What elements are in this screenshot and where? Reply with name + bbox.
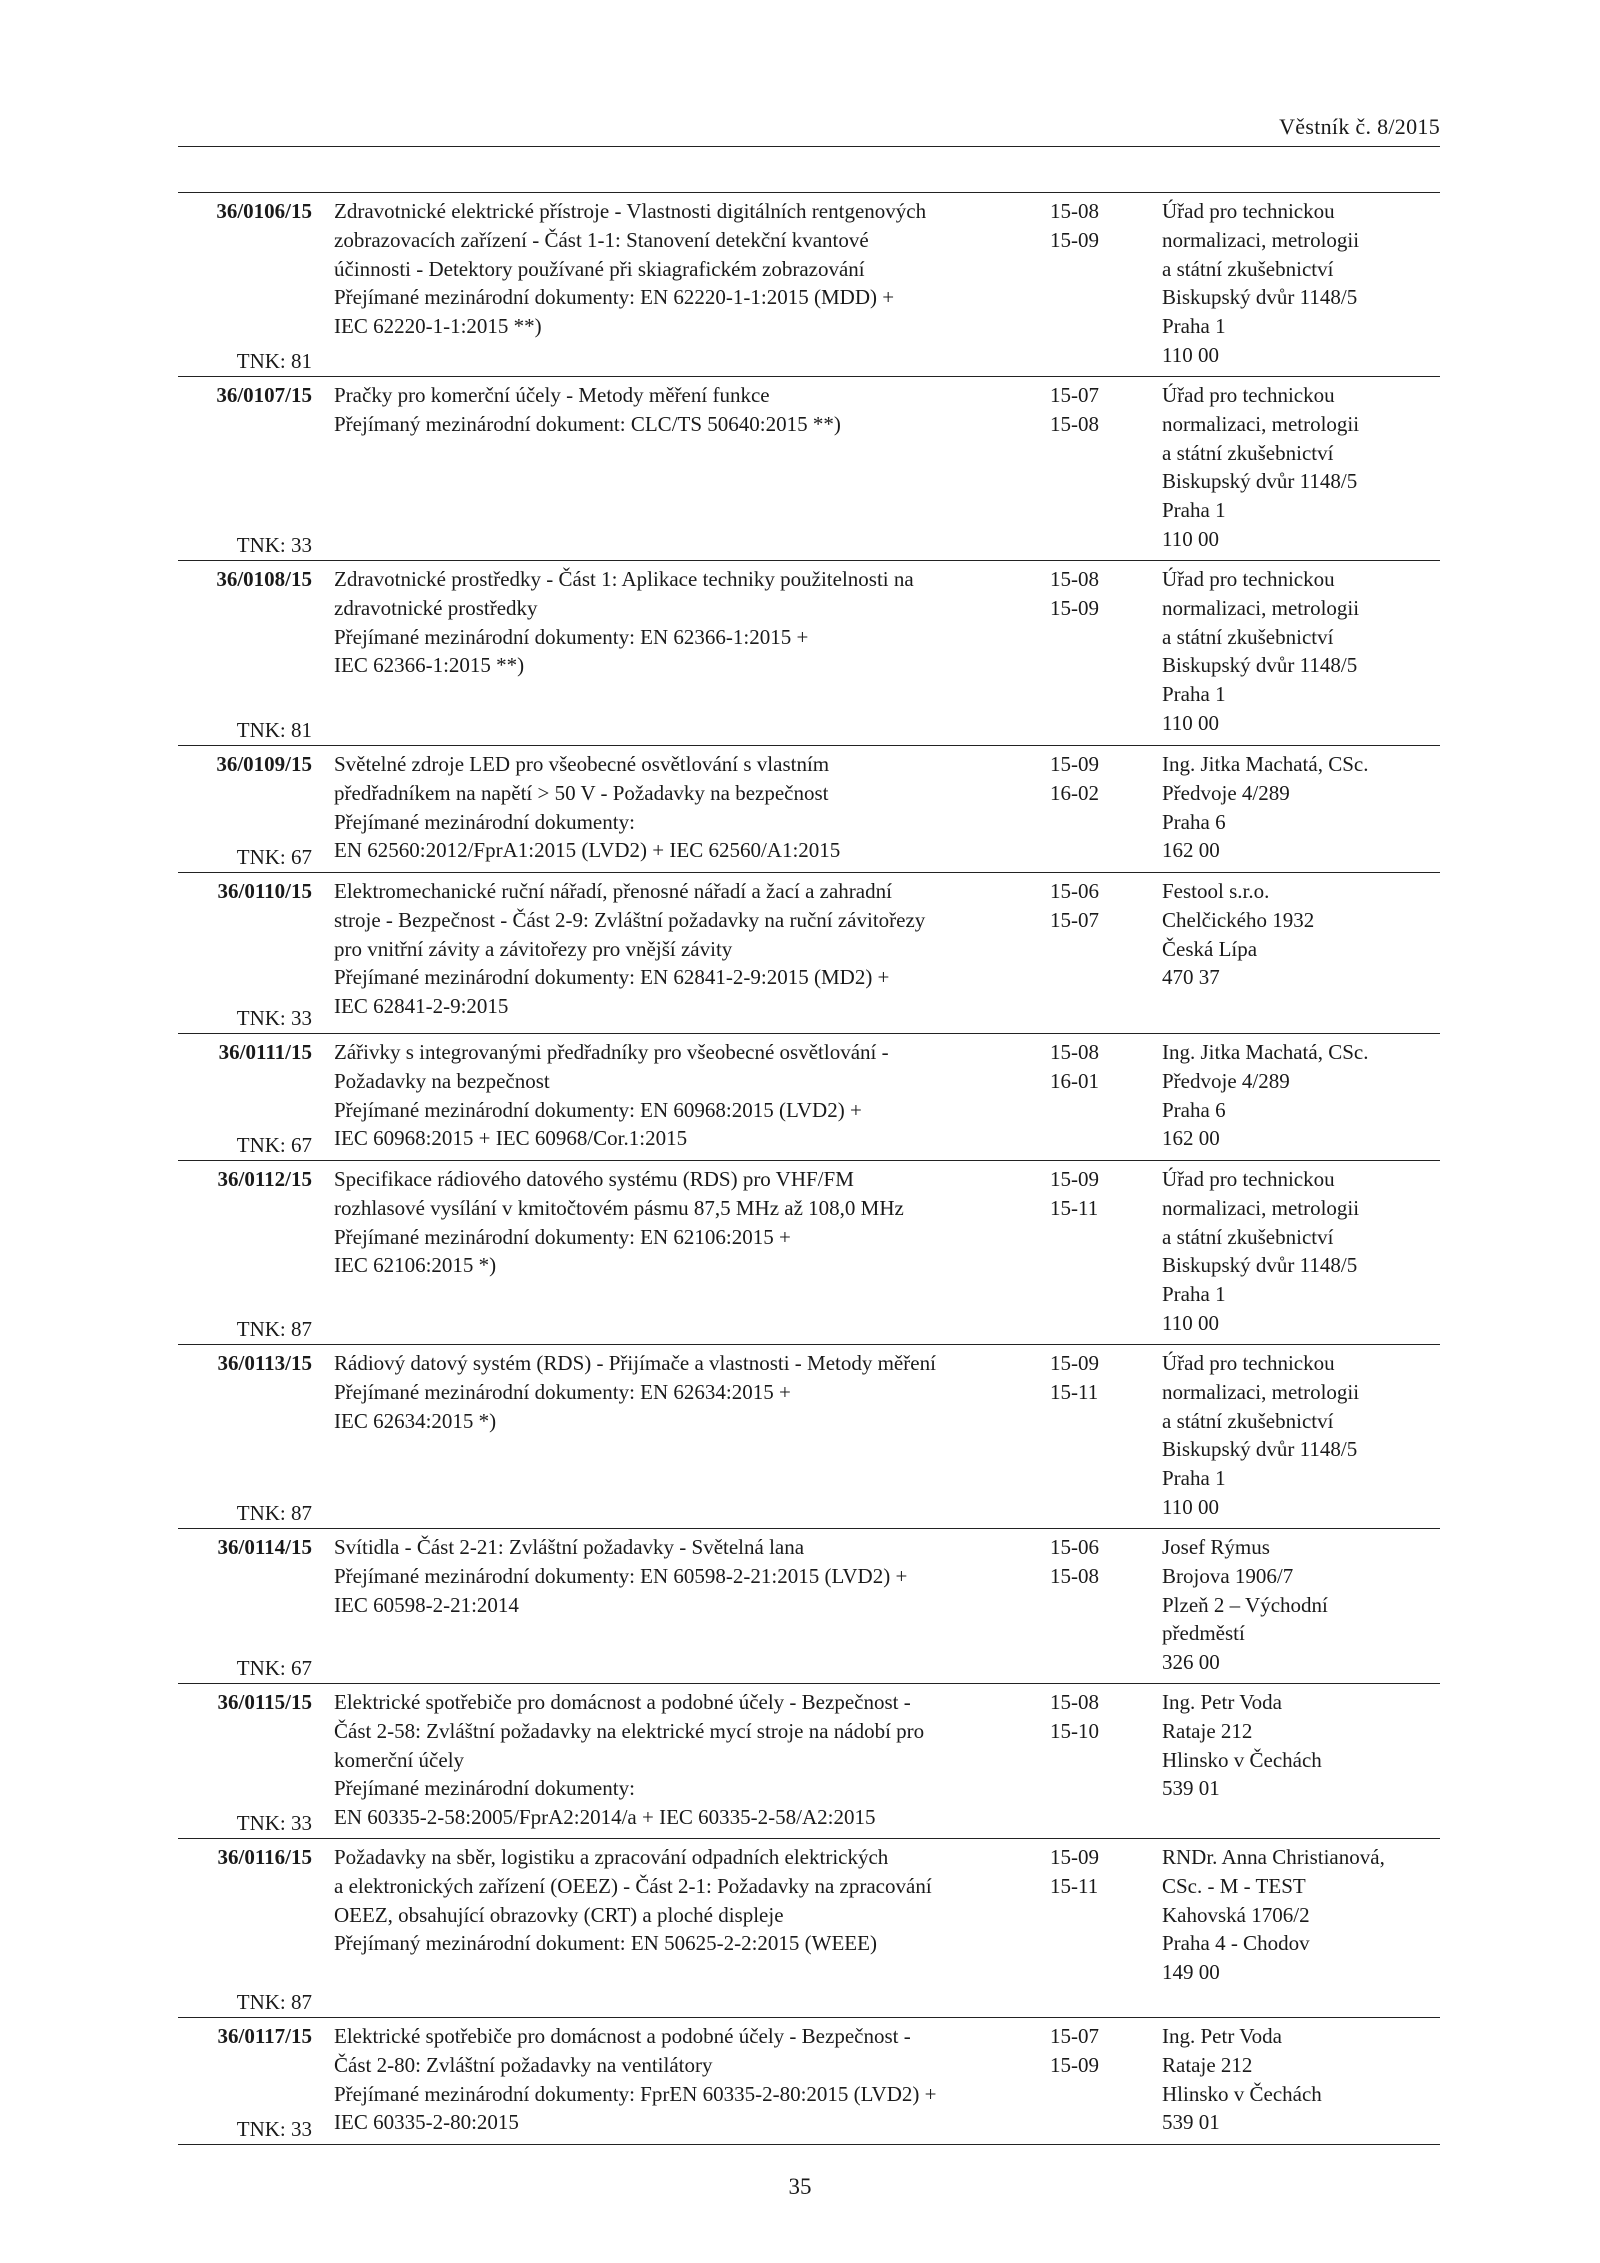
entry-id-cell [178, 1688, 312, 1838]
entry-row [178, 193, 1440, 377]
entry-number: 36/0115/15 [217, 1690, 312, 1714]
address-line: Hlinsko v Čechách [1162, 1747, 1322, 1772]
address-line: a státní zkušebnictví [1162, 1224, 1334, 1249]
title-line: rozhlasové vysílání v kmitočtovém pásmu 87,5 MHz až 108,0 MHz [334, 1195, 904, 1220]
title-line: Přejímané mezinárodní dokumenty: EN 60968:2015 (LVD2) + [334, 1097, 862, 1122]
title-line: Světelné zdroje LED pro všeobecné osvětlování s vlastním [334, 752, 830, 776]
address-line: Úřad pro technickou [1162, 1351, 1335, 1375]
entry-title [334, 565, 1034, 680]
entry-tnk: TNK: 33 [236, 533, 312, 558]
date-line: 15-11 [1050, 1195, 1099, 1220]
bulletin-title: Věstník č. 8/2015 [1279, 114, 1440, 139]
entry-tnk: TNK: 67 [236, 845, 312, 870]
entry-dates [1050, 2022, 1140, 2080]
entry-tnk: TNK: 33 [236, 2117, 312, 2142]
entry-tnk: TNK: 81 [236, 349, 312, 374]
title-line: Přejímané mezinárodní dokumenty: EN 62220-1-1:2015 (MDD) + [334, 285, 895, 310]
address-line: 162 00 [1162, 838, 1220, 863]
entry-row [178, 1684, 1440, 1839]
address-line: Festool s.r.o. [1162, 879, 1270, 903]
entry-row [178, 1161, 1440, 1345]
date-line: 15-07 [1050, 383, 1099, 407]
title-line: EN 62560:2012/FprA1:2015 (LVD2) + IEC 62560/A1:2015 [334, 838, 841, 863]
address-line: Brojova 1906/7 [1162, 1563, 1294, 1588]
title-line: Přejímané mezinárodní dokumenty: EN 62366-1:2015 + [334, 624, 809, 649]
title-line: Zářivky s integrovanými předřadníky pro všeobecné osvětlování - [334, 1040, 889, 1064]
address-line: 110 00 [1162, 1494, 1219, 1519]
entry-address [1162, 1165, 1440, 1338]
address-line: Praha 6 [1162, 1097, 1226, 1122]
entry-number: 36/0111/15 [218, 1040, 312, 1064]
entry-tnk: TNK: 67 [236, 1133, 312, 1158]
title-line: účinnosti - Detektory používané při skiagrafickém zobrazování [334, 256, 865, 281]
entry-dates [1050, 1688, 1140, 1746]
entry-id-cell [178, 877, 312, 1033]
entry-dates [1050, 1038, 1140, 1096]
title-line: IEC 62220-1-1:2015 **) [334, 314, 542, 339]
title-line: Přejímané mezinárodní dokumenty: EN 62106:2015 + [334, 1224, 791, 1249]
title-line: Svítidla - Část 2-21: Zvláštní požadavky - Světelná lana [334, 1535, 805, 1559]
address-line: 539 01 [1162, 2110, 1220, 2135]
entry-tnk: TNK: 87 [236, 1990, 312, 2015]
address-line: 539 01 [1162, 1776, 1220, 1801]
address-line: a státní zkušebnictví [1162, 256, 1334, 281]
address-line: Ing. Petr Voda [1162, 2024, 1282, 2048]
entry-id-cell [178, 197, 312, 376]
entry-number: 36/0113/15 [217, 1351, 312, 1375]
date-line: 15-09 [1050, 2052, 1099, 2077]
entry-number: 36/0112/15 [217, 1167, 312, 1191]
address-line: normalizaci, metrologii [1162, 1379, 1360, 1404]
address-line: Praha 1 [1162, 314, 1226, 339]
title-line: Přejímané mezinárodní dokumenty: EN 62634:2015 + [334, 1379, 791, 1404]
address-line: Chelčického 1932 [1162, 907, 1315, 932]
address-line: RNDr. Anna Christianová, [1162, 1845, 1385, 1869]
entry-title [334, 1165, 1034, 1280]
entry-number: 36/0106/15 [216, 199, 312, 223]
title-line: IEC 60968:2015 + IEC 60968/Cor.1:2015 [334, 1126, 688, 1151]
entry-address [1162, 1533, 1440, 1677]
address-line: 110 00 [1162, 1310, 1219, 1335]
entry-number: 36/0117/15 [217, 2024, 312, 2048]
date-line: 15-08 [1050, 199, 1099, 223]
title-line: pro vnitřní závity a závitořezy pro vnější závity [334, 936, 733, 961]
title-line: Zdravotnické prostředky - Část 1: Aplikace techniky použitelnosti na [334, 567, 914, 591]
date-line: 15-09 [1050, 1167, 1099, 1191]
address-line: 110 00 [1162, 342, 1219, 367]
entry-address [1162, 197, 1440, 370]
entry-id-cell [178, 381, 312, 560]
title-line: Přejímané mezinárodní dokumenty: FprEN 60335-2-80:2015 (LVD2) + [334, 2081, 937, 2106]
entry-number: 36/0107/15 [216, 383, 312, 407]
entry-dates [1050, 565, 1140, 623]
entry-address [1162, 1038, 1440, 1153]
entry-row [178, 1839, 1440, 2018]
entry-address [1162, 2022, 1440, 2137]
title-line: Elektrické spotřebiče pro domácnost a podobné účely - Bezpečnost - [334, 2024, 911, 2048]
address-line: Rataje 212 [1162, 2052, 1253, 2077]
address-line: a státní zkušebnictví [1162, 624, 1334, 649]
title-line: Přejímaný mezinárodní dokument: EN 50625-2-2:2015 (WEEE) [334, 1931, 877, 1956]
title-line: EN 60335-2-58:2005/FprA2:2014/a + IEC 60335-2-58/A2:2015 [334, 1805, 876, 1830]
title-line: Přejímané mezinárodní dokumenty: EN 60598-2-21:2015 (LVD2) + [334, 1563, 908, 1588]
entry-title [334, 1038, 1034, 1153]
date-line: 15-11 [1050, 1873, 1099, 1898]
entry-row [178, 1529, 1440, 1684]
title-line: Přejímané mezinárodní dokumenty: [334, 1776, 635, 1801]
entry-address [1162, 1349, 1440, 1522]
entry-row [178, 2018, 1440, 2145]
entry-dates [1050, 1843, 1140, 1901]
entry-number: 36/0109/15 [216, 752, 312, 776]
date-line: 15-08 [1050, 1040, 1099, 1064]
address-line: Josef Rýmus [1162, 1535, 1270, 1559]
address-line: Praha 1 [1162, 498, 1226, 523]
entry-row [178, 561, 1440, 746]
date-line: 15-08 [1050, 411, 1099, 436]
address-line: normalizaci, metrologii [1162, 595, 1360, 620]
entry-title [334, 197, 1034, 341]
address-line: Předvoje 4/289 [1162, 780, 1290, 805]
title-line: IEC 62841-2-9:2015 [334, 994, 509, 1019]
address-line: Biskupský dvůr 1148/5 [1162, 653, 1358, 678]
entry-id-cell [178, 1349, 312, 1528]
address-line: 162 00 [1162, 1126, 1220, 1151]
address-line: 110 00 [1162, 710, 1219, 735]
address-line: Rataje 212 [1162, 1718, 1253, 1743]
entry-address [1162, 877, 1440, 992]
address-line: Předvoje 4/289 [1162, 1068, 1290, 1093]
entry-title [334, 1533, 1034, 1619]
date-line: 15-10 [1050, 1718, 1099, 1743]
address-line: 149 00 [1162, 1960, 1220, 1985]
date-line: 15-09 [1050, 752, 1099, 776]
address-line: Biskupský dvůr 1148/5 [1162, 469, 1358, 494]
date-line: 16-01 [1050, 1068, 1099, 1093]
entry-number: 36/0114/15 [217, 1535, 312, 1559]
entry-row [178, 873, 1440, 1034]
entry-dates [1050, 1533, 1140, 1591]
address-line: Plzeň 2 – Východní [1162, 1592, 1328, 1617]
entry-number: 36/0108/15 [216, 567, 312, 591]
address-line: Praha 1 [1162, 1466, 1226, 1491]
date-line: 15-07 [1050, 907, 1099, 932]
title-line: OEEZ, obsahující obrazovky (CRT) a ploché displeje [334, 1902, 784, 1927]
address-line: Praha 4 - Chodov [1162, 1931, 1310, 1956]
address-line: Praha 1 [1162, 1282, 1226, 1307]
entry-row [178, 377, 1440, 561]
entry-tnk: TNK: 67 [236, 1656, 312, 1681]
entry-dates [1050, 381, 1140, 439]
entry-number: 36/0110/15 [217, 879, 312, 903]
entry-row [178, 1345, 1440, 1529]
entry-row [178, 746, 1440, 873]
title-line: Přejímaný mezinárodní dokument: CLC/TS 50640:2015 **) [334, 411, 841, 436]
title-line: Elektromechanické ruční nářadí, přenosné nářadí a žací a zahradní [334, 879, 892, 903]
title-line: IEC 60598-2-21:2014 [334, 1592, 519, 1617]
entry-title [334, 1349, 1034, 1435]
address-line: Biskupský dvůr 1148/5 [1162, 1437, 1358, 1462]
title-line: Pračky pro komerční účely - Metody měření funkce [334, 383, 770, 407]
title-line: stroje - Bezpečnost - Část 2-9: Zvláštní požadavky na ruční závitořezy [334, 907, 926, 932]
entry-id-cell [178, 2022, 312, 2144]
title-line: komerční účely [334, 1747, 465, 1772]
entry-address [1162, 381, 1440, 554]
title-line: Přejímané mezinárodní dokumenty: EN 62841-2-9:2015 (MD2) + [334, 965, 890, 990]
entry-tnk: TNK: 33 [236, 1811, 312, 1836]
title-line: Rádiový datový systém (RDS) - Přijímače a vlastnosti - Metody měření [334, 1351, 936, 1375]
address-line: 326 00 [1162, 1650, 1220, 1675]
address-line: normalizaci, metrologii [1162, 227, 1360, 252]
date-line: 15-09 [1050, 1845, 1099, 1869]
entry-address [1162, 1688, 1440, 1803]
date-line: 15-06 [1050, 879, 1099, 903]
address-line: Ing. Petr Voda [1162, 1690, 1282, 1714]
address-line: Biskupský dvůr 1148/5 [1162, 285, 1358, 310]
title-line: Specifikace rádiového datového systému (RDS) pro VHF/FM [334, 1167, 854, 1191]
entry-number: 36/0116/15 [217, 1845, 312, 1869]
address-line: Úřad pro technickou [1162, 199, 1335, 223]
entry-dates [1050, 1165, 1140, 1223]
address-line: normalizaci, metrologii [1162, 411, 1360, 436]
address-line: a státní zkušebnictví [1162, 440, 1334, 465]
address-line: Česká Lípa [1162, 936, 1258, 961]
date-line: 15-06 [1050, 1535, 1099, 1559]
title-line: Přejímané mezinárodní dokumenty: [334, 809, 635, 834]
entry-row [178, 1034, 1440, 1161]
entry-id-cell [178, 750, 312, 872]
entry-dates [1050, 877, 1140, 935]
title-line: IEC 62366-1:2015 **) [334, 653, 525, 678]
entry-address [1162, 1843, 1440, 1987]
entry-id-cell [178, 1038, 312, 1160]
entry-title [334, 2022, 1034, 2137]
title-line: IEC 62106:2015 *) [334, 1253, 497, 1278]
address-line: a státní zkušebnictví [1162, 1408, 1334, 1433]
entry-dates [1050, 750, 1140, 808]
entry-tnk: TNK: 81 [236, 718, 312, 743]
standards-table [178, 192, 1440, 2145]
date-line: 15-09 [1050, 1351, 1099, 1375]
entry-dates [1050, 1349, 1140, 1407]
address-line: Úřad pro technickou [1162, 1167, 1335, 1191]
title-line: a elektronických zařízení (OEEZ) - Část 2-1: Požadavky na zpracování [334, 1873, 932, 1898]
address-line: předměstí [1162, 1621, 1245, 1646]
title-line: Požadavky na bezpečnost [334, 1068, 550, 1093]
title-line: IEC 60335-2-80:2015 [334, 2110, 519, 2135]
title-line: Požadavky na sběr, logistiku a zpracování odpadních elektrických [334, 1845, 889, 1869]
date-line: 15-08 [1050, 567, 1099, 591]
entry-title [334, 877, 1034, 1021]
address-line: Praha 1 [1162, 682, 1226, 707]
page-number: 35 [788, 2174, 812, 2199]
title-line: Část 2-80: Zvláštní požadavky na ventilátory [334, 2052, 713, 2077]
title-line: zobrazovacích zařízení - Část 1-1: Stanovení detekční kvantové [334, 227, 869, 252]
address-line: Praha 6 [1162, 809, 1226, 834]
address-line: Kahovská 1706/2 [1162, 1902, 1310, 1927]
entry-dates [1050, 197, 1140, 255]
address-line: CSc. - M - TEST [1162, 1873, 1306, 1898]
date-line: 16-02 [1050, 780, 1099, 805]
entry-title [334, 750, 1034, 865]
address-line: normalizaci, metrologii [1162, 1195, 1360, 1220]
title-line: Elektrické spotřebiče pro domácnost a podobné účely - Bezpečnost - [334, 1690, 911, 1714]
entry-id-cell [178, 1533, 312, 1683]
address-line: 110 00 [1162, 526, 1219, 551]
address-line: 470 37 [1162, 965, 1220, 990]
entry-tnk: TNK: 87 [236, 1317, 312, 1342]
date-line: 15-07 [1050, 2024, 1099, 2048]
entry-title [334, 381, 1034, 439]
date-line: 15-08 [1050, 1563, 1099, 1588]
entry-title [334, 1688, 1034, 1832]
entry-tnk: TNK: 87 [236, 1501, 312, 1526]
entry-tnk: TNK: 33 [236, 1006, 312, 1031]
entry-id-cell [178, 1843, 312, 2017]
title-line: Zdravotnické elektrické přístroje - Vlastnosti digitálních rentgenových [334, 199, 927, 223]
date-line: 15-09 [1050, 227, 1099, 252]
title-line: IEC 62634:2015 *) [334, 1408, 497, 1433]
address-line: Biskupský dvůr 1148/5 [1162, 1253, 1358, 1278]
title-line: Část 2-58: Zvláštní požadavky na elektrické mycí stroje na nádobí pro [334, 1718, 925, 1743]
address-line: Hlinsko v Čechách [1162, 2081, 1322, 2106]
address-line: Úřad pro technickou [1162, 383, 1335, 407]
title-line: předřadníkem na napětí > 50 V - Požadavky na bezpečnost [334, 780, 829, 805]
address-line: Ing. Jitka Machatá, CSc. [1162, 1040, 1369, 1064]
date-line: 15-08 [1050, 1690, 1099, 1714]
address-line: Úřad pro technickou [1162, 567, 1335, 591]
entry-title [334, 1843, 1034, 1958]
entry-address [1162, 750, 1440, 865]
date-line: 15-09 [1050, 595, 1099, 620]
title-line: zdravotnické prostředky [334, 595, 538, 620]
entry-id-cell [178, 1165, 312, 1344]
entry-address [1162, 565, 1440, 738]
entry-id-cell [178, 565, 312, 745]
address-line: Ing. Jitka Machatá, CSc. [1162, 752, 1369, 776]
page-header [178, 112, 1440, 147]
date-line: 15-11 [1050, 1379, 1099, 1404]
